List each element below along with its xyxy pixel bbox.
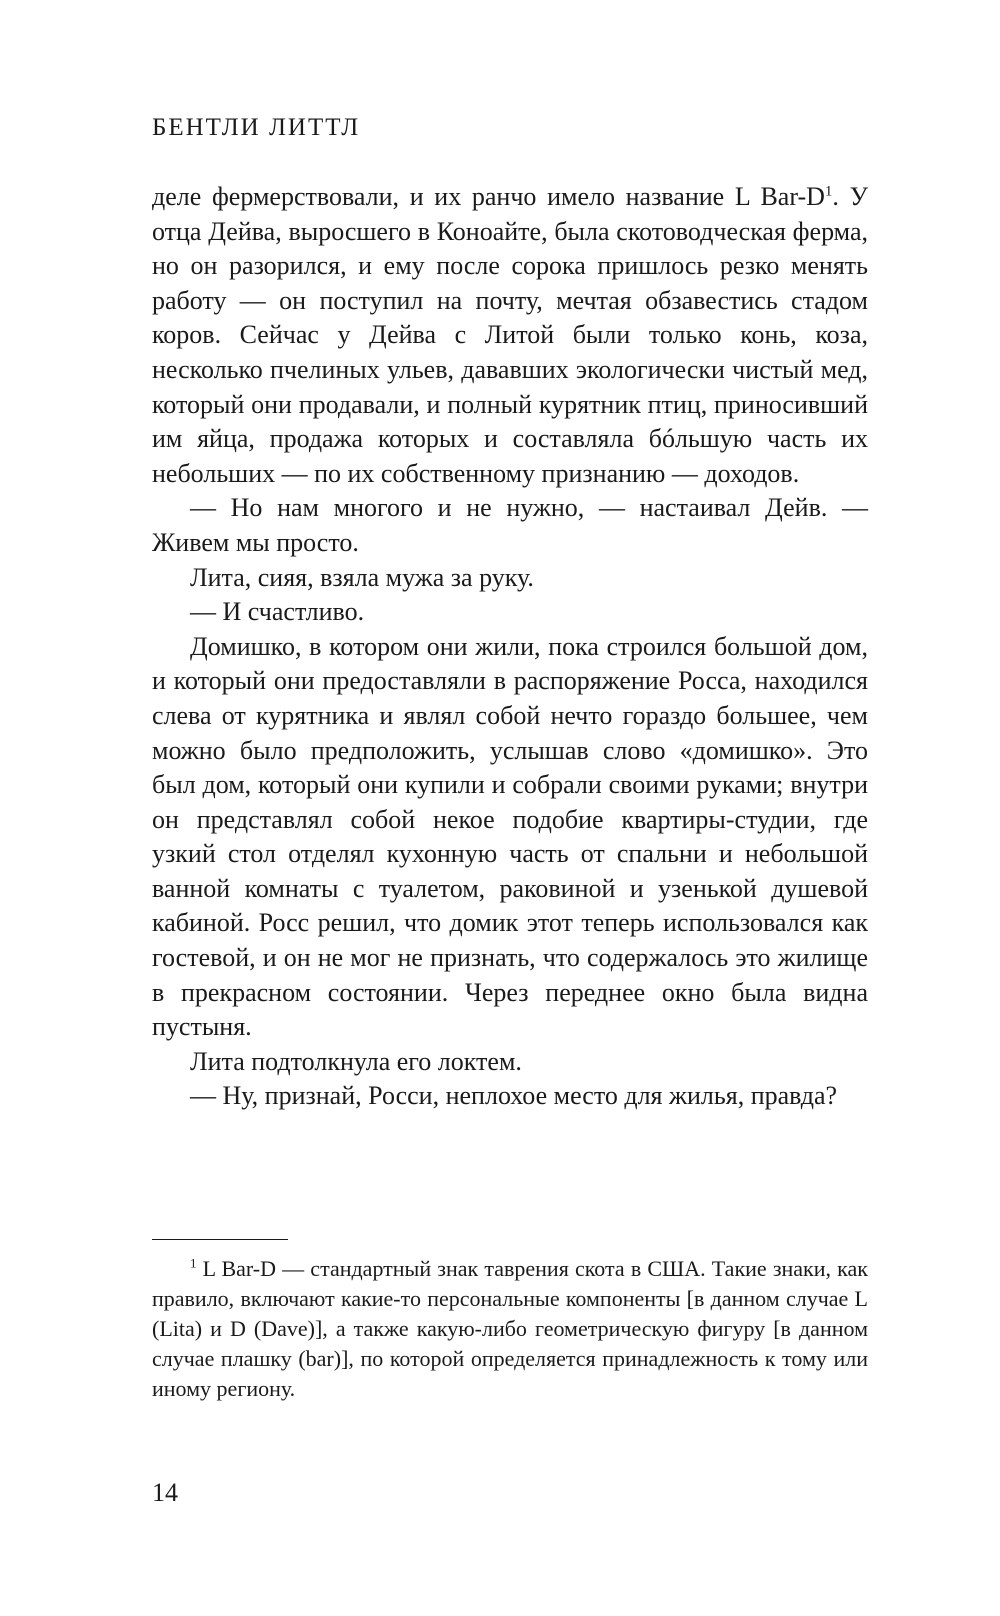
footnote [152,1254,868,1404]
running-header-author: БЕНТЛИ ЛИТТЛ [152,114,361,141]
footnote-divider [152,1239,288,1240]
page-number: 14 [152,1478,178,1507]
paragraph-7: — Ну, признай, Росси, неплохое место для жилья, правда? [190,1081,838,1111]
paragraph-1-text-b: . У отца Дейва, выросшего в Коноайте, была скотоводческая ферма, но он разорился, и ему после сорока пришлось резко менять работу — он поступил на почту, мечтая обзавестись стадом коров. Сейчас у Дейва с Литой были только конь, коза, несколько пчелиных ульев, дававших экологически чистый мед, который они продавали, и полный курятник птиц, приносивший им яйца, продажа которых и составляла бóльшую часть их небольших — по их собственному признанию — доходов. [152,182,868,488]
main-text [152,180,868,1114]
footnote-reference[interactable]: 1 [824,183,833,200]
paragraph-2: — Но нам многого и не нужно, — настаивал Дейв. — Живем мы просто. [152,493,868,557]
paragraph-3: Лита, сияя, взяла мужа за руку. [190,562,534,592]
paragraph-5: Домишко, в котором они жили, пока строился большой дом, и который они предоставляли в распоряжение Росса, находился слева от курятника и являл собой нечто гораздо большее, чем можно было предположить, услышав слово «домишко». Это был дом, который они купили и собрали своими руками; внутри он представлял собой некое подобие квартиры-студии, где узкий стол отделял кухонную часть от спальни и небольшой ванной комнаты с туалетом, раковиной и узенькой душевой кабиной. Росс решил, что домик этот теперь использовался как гостевой, и он не мог не признать, что содержалось это жилище в прекрасном состоянии. Через переднее окно была видна пустыня. [152,631,868,1042]
footnote-marker: 1 [190,1255,197,1271]
paragraph-1-text-a: деле фермерствовали, и их ранчо имело название L Bar-D [152,182,825,211]
paragraph-1 [152,180,868,491]
paragraph-4: — И счастливо. [190,597,365,627]
footnote-text: L Bar-D — стандартный знак таврения скота в США. Такие знаки, как правило, включают какие-то персональные компоненты [в данном случае L (Lita) и D (Dave)], а также какую-либо геометрическую фигуру [в данном случае плашку (bar)], по которой определяется принадлежность к тому или иному региону. [152,1256,868,1401]
paragraph-6: Лита подтолкнула его локтем. [190,1046,522,1076]
